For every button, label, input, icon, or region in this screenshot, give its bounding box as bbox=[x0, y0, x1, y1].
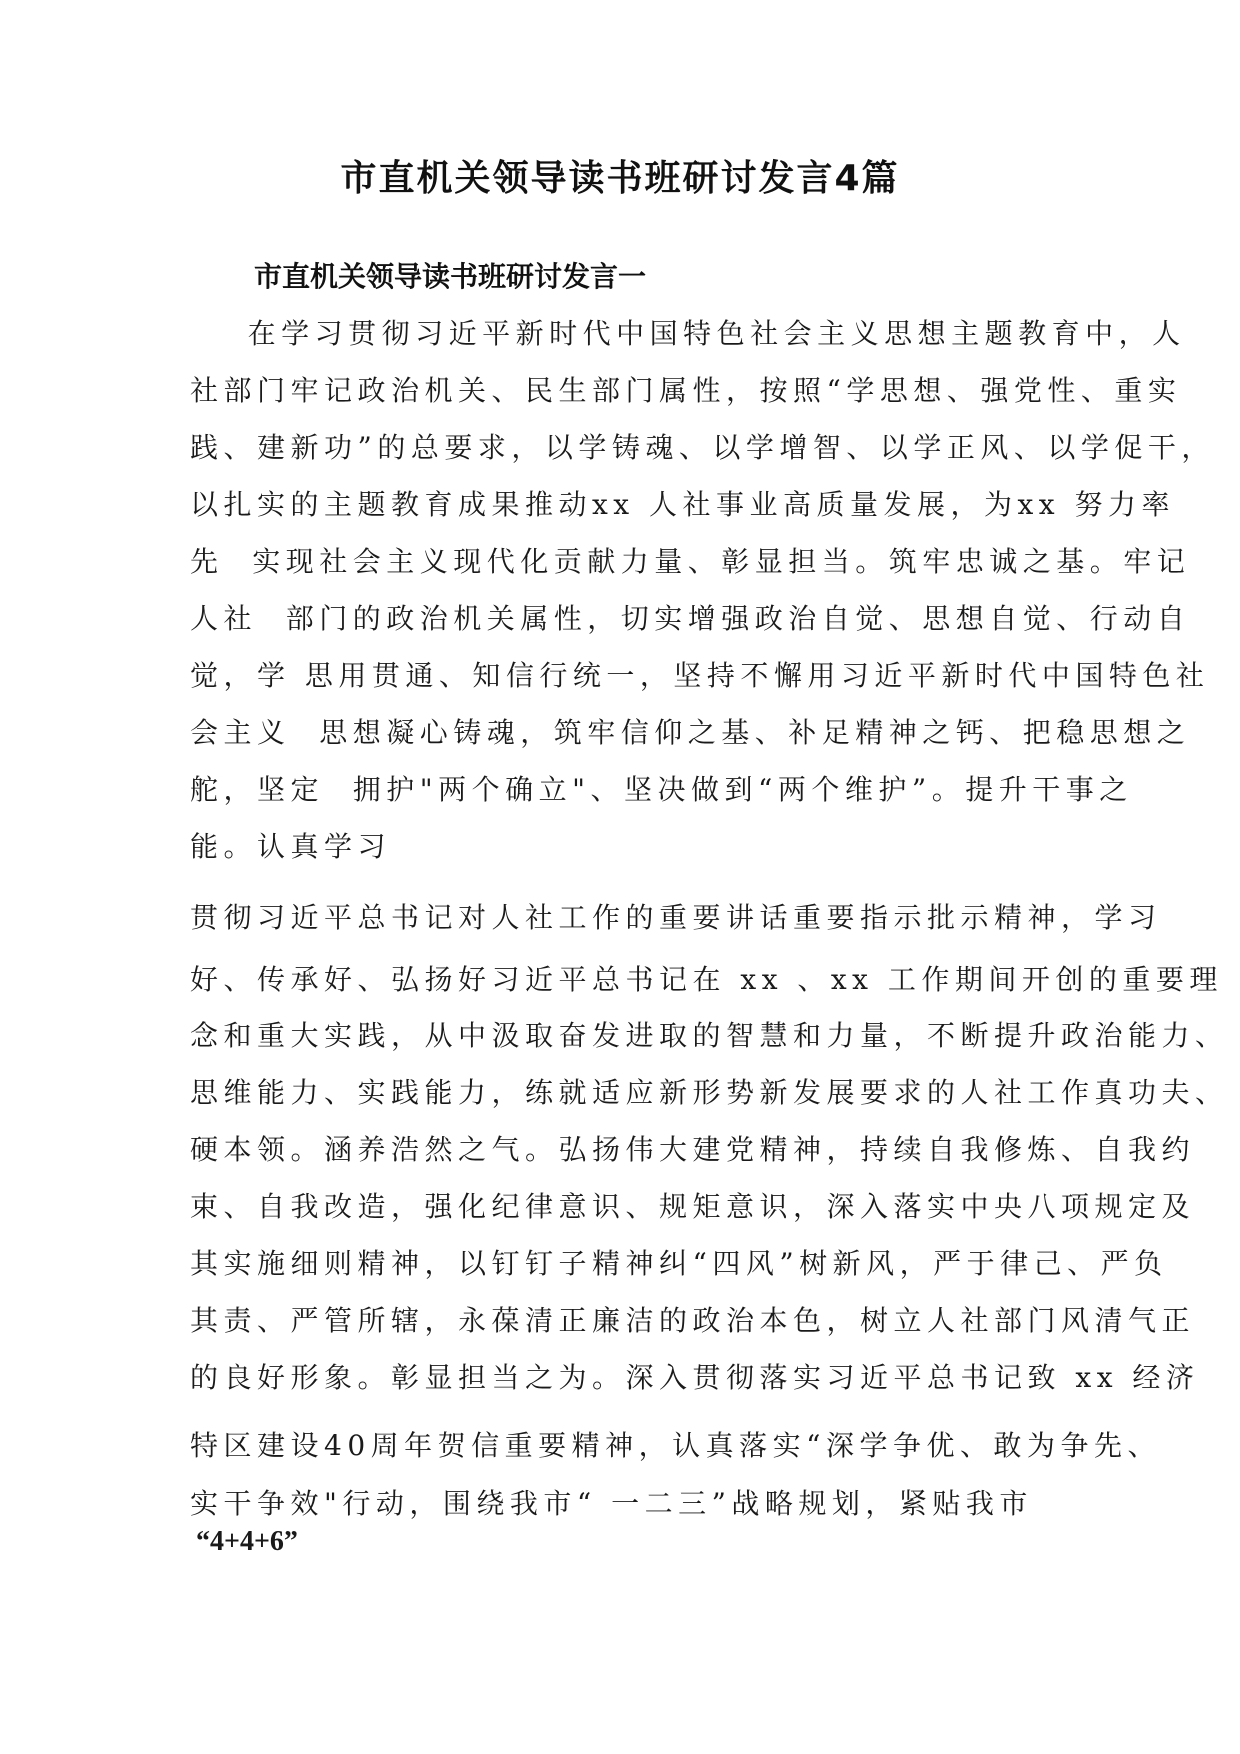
paragraph-line: 舵，坚定 拥护"两个确立"、坚决做到“两个维护”。提升干事之 bbox=[190, 773, 1133, 806]
paragraph-line: 先 实现社会主义现代化贡献力量、彰显担当。筑牢忠诚之基。牢记 bbox=[190, 545, 1191, 578]
paragraph-line: 会主义 思想凝心铸魂，筑牢信仰之基、补足精神之钙、把稳思想之 bbox=[190, 716, 1191, 749]
document-title: 市直机关领导读书班研讨发言4篇 bbox=[340, 158, 900, 199]
paragraph-line: 践、建新功”的总要求，以学铸魂、以学增智、以学正风、以学促干， bbox=[190, 431, 1215, 464]
paragraph-line: 好、传承好、弘扬好习近平总书记在 xx 、xx 工作期间开创的重要理 bbox=[190, 963, 1223, 996]
paragraph-line: 社部门牢记政治机关、民生部门属性，按照“学思想、强党性、重实 bbox=[190, 374, 1182, 407]
paragraph-line: 其责、严管所辖，永葆清正廉洁的政治本色，树立人社部门风清气正 bbox=[190, 1304, 1196, 1337]
paragraph-line: 以扎实的主题教育成果推动xx 人社事业高质量发展，为xx 努力率 bbox=[190, 488, 1175, 521]
paragraph-line: 在学习贯彻习近平新时代中国特色社会主义思想主题教育中，人 bbox=[190, 317, 1186, 350]
paragraph-line: 人社 部门的政治机关属性，切实增强政治自觉、思想自觉、行动自 bbox=[190, 602, 1191, 635]
section-heading: 市直机关领导读书班研讨发言一 bbox=[254, 260, 647, 293]
paragraph-line: 硬本领。涵养浩然之气。弘扬伟大建党精神，持续自我修炼、自我约 bbox=[190, 1133, 1196, 1166]
paragraph-line: 束、自我改造，强化纪律意识、规矩意识，深入落实中央八项规定及 bbox=[190, 1190, 1196, 1223]
paragraph-line: 能。认真学习 bbox=[190, 830, 392, 863]
paragraph-line: 念和重大实践，从中汲取奋发进取的智慧和力量，不断提升政治能力、 bbox=[190, 1019, 1229, 1052]
paragraph-line: 贯彻习近平总书记对人社工作的重要讲话重要指示批示精神，学习 bbox=[190, 901, 1162, 934]
plan-quote: “4+4+6” bbox=[196, 1526, 298, 1557]
paragraph-line: 的良好形象。彰显担当之为。深入贯彻落实习近平总书记致 xx 经济 bbox=[190, 1361, 1200, 1394]
paragraph-line: 思维能力、实践能力，练就适应新形势新发展要求的人社工作真功夫、 bbox=[190, 1076, 1229, 1109]
paragraph-line: 实干争效"行动，围绕我市“ 一二三”战略规划，紧贴我市 bbox=[190, 1487, 1033, 1520]
paragraph-line: 觉，学 思用贯通、知信行统一，坚持不懈用习近平新时代中国特色社 bbox=[190, 659, 1210, 692]
paragraph-line: 特区建设40周年贺信重要精神，认真落实“深学争优、敢为争先、 bbox=[190, 1429, 1161, 1462]
paragraph-line: 其实施细则精神，以钉钉子精神纠“四风”树新风，严于律己、严负 bbox=[190, 1247, 1168, 1280]
